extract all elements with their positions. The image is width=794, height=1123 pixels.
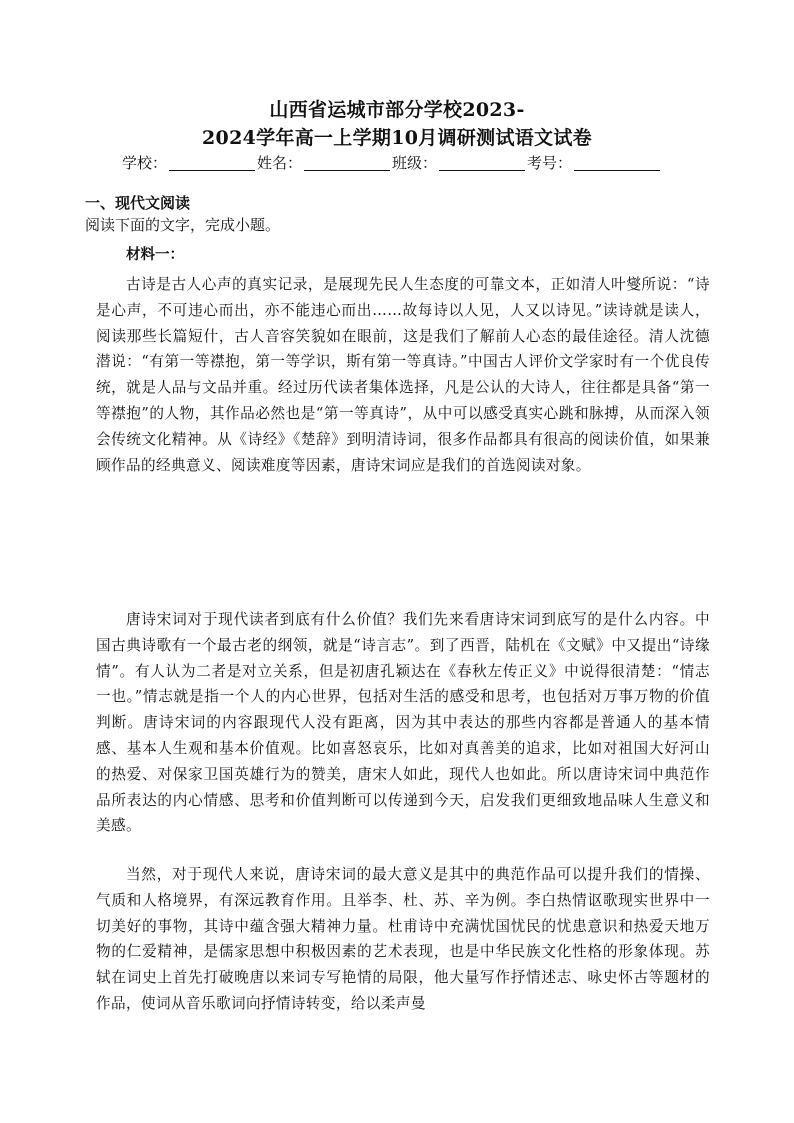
exam-title-line2: 2024学年高一上学期10月调研测试语文试卷: [202, 127, 592, 149]
class-label: 班级：: [392, 154, 438, 172]
name-blank[interactable]: [304, 152, 390, 171]
exam-title-line1: 山西省运城市部分学校2023-: [269, 99, 525, 121]
exam-no-blank[interactable]: [574, 152, 660, 171]
passage-paragraph-3: 当然，对于现代人来说，唐诗宋词的最大意义是其中的典范作品可以提升我们的情操、气质和人格境界，有深远教育作用。且举李、杜、苏、辛为例。李白热情讴歌现实世界中一切美好的事物，其诗中蕴含强大精神力量。杜甫诗中充满忧国忧民的忧患意识和热爱天地万物的仁爱精神，是儒家思想中积极因素的艺术表现，也是中华民族文化性格的形象体现。苏轼在词史上首先打破晚唐以来词专写艳情的局限，他大量写作抒情述志、咏史怀古等题材的作品，使词从音乐歌词向抒情诗转变，给以柔声曼: [96, 866, 710, 1012]
school-label: 学校：: [122, 154, 168, 172]
material-label: 材料一：: [126, 246, 184, 263]
section-heading: 一、现代文阅读: [85, 194, 191, 212]
student-info-line: [122, 152, 682, 176]
passage-paragraph-1: 古诗是古人心声的真实记录，是展现先民人生态度的可靠文本，正如清人叶燮所说：“诗是心声，不可违心而出，亦不能违心而出……故每诗以人见，人又以诗见。”读诗就是读人，阅读那些长篇短什，古人音容笑貌如在眼前，这是我们了解前人心态的最佳途径。清人沈德潜说：“有第一等襟抱，第一等学识，斯有第一等真诗。”中国古人评价文学家时有一个优良传统，就是人品与文品并重。经过历代读者集体选择，凡是公认的大诗人，往往都是具备“第一等襟抱”的人物，其作品必然也是“第一等真诗”，从中可以感受真实心跳和脉搏，从而深入领会传统文化精神。从《诗经》《楚辞》到明清诗词，很多作品都具有很高的阅读价值，如果兼顾作品的经典意义、阅读难度等因素，唐诗宋词应是我们的首选阅读对象。: [96, 276, 710, 474]
name-label: 姓名：: [257, 154, 303, 172]
exam-no-label: 考号：: [527, 154, 573, 172]
section-instruction: 阅读下面的文字，完成小题。: [85, 216, 281, 234]
school-blank[interactable]: [169, 152, 255, 171]
class-blank[interactable]: [439, 152, 525, 171]
passage-paragraph-2: 唐诗宋词对于现代读者到底有什么价值？我们先来看唐诗宋词到底写的是什么内容。中国古典诗歌有一个最古老的纲领，就是“诗言志”。到了西晋，陆机在《文赋》中又提出“诗缘情”。有人认为二者是对立关系，但是初唐孔颖达在《春秋左传正义》中说得很清楚：“情志一也。”情志就是指一个人的内心世界，包括对生活的感受和思考，也包括对万事万物的价值判断。唐诗宋词的内容跟现代人没有距离，因为其中表达的那些内容都是普通人的基本情感、基本人生观和基本价值观。比如喜怒哀乐，比如对真善美的追求，比如对祖国大好河山的热爱、对保家卫国英雄行为的赞美，唐宋人如此，现代人也如此。所以唐诗宋词中典范作品所表达的内心情感、思考和价值判断可以传递到今天，启发我们更细致地品味人生意义和美感。: [96, 611, 710, 835]
